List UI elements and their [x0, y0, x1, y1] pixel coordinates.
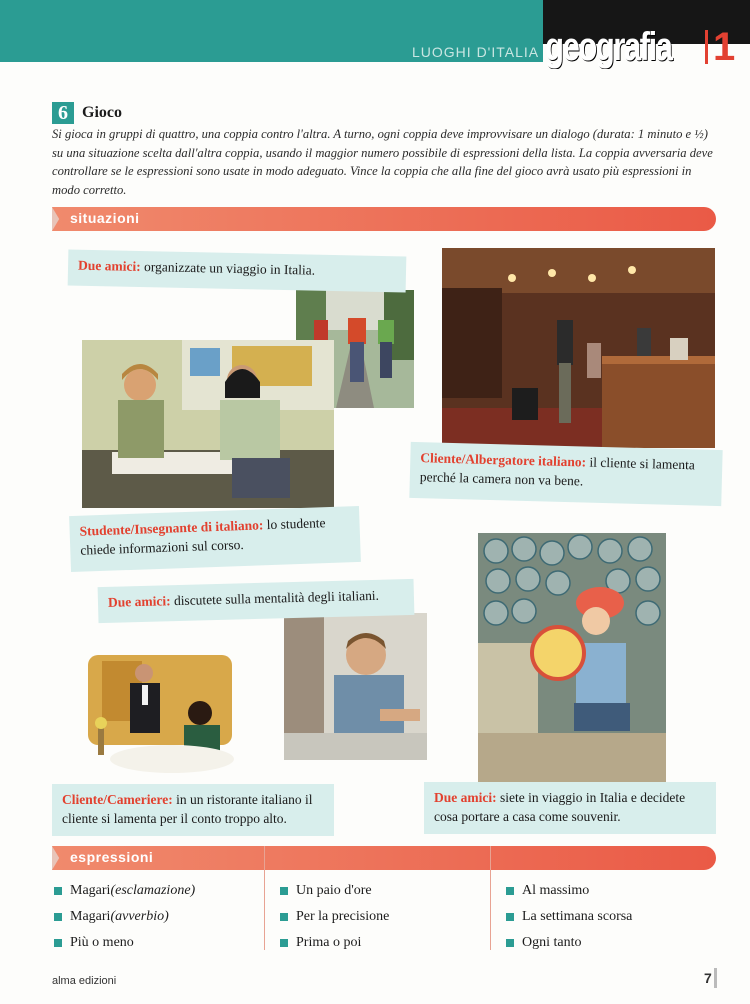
- situation-text: il cliente si lamenta perché la camera non va bene.: [419, 454, 696, 489]
- bullet-square-icon: [506, 913, 514, 921]
- expression-text: Per la precisione: [296, 909, 390, 924]
- situation-role: Studente/Insegnante di italiano:: [79, 517, 264, 539]
- header-divider: [705, 30, 708, 64]
- expression-item: [506, 930, 632, 956]
- expression-text: Più o meno: [70, 935, 134, 950]
- exercise-number: 6: [52, 102, 74, 124]
- situation-text: in un ristorante italiano il cliente si lamenta per il conto troppo alto.: [62, 792, 313, 826]
- situation-text: organizzate un viaggio in Italia.: [140, 258, 316, 278]
- expressions-column-2: [280, 878, 389, 956]
- situation-role: Cliente/Cameriere:: [62, 792, 173, 807]
- expressions-heading: espressioni: [70, 849, 154, 865]
- photo-student-teacher: [82, 340, 334, 508]
- column-divider: [490, 846, 491, 950]
- photo-souvenir-shop: [478, 533, 666, 783]
- bullet-square-icon: [54, 913, 62, 921]
- situation-caption-3: [69, 506, 361, 572]
- expression-text: Magari: [70, 909, 111, 924]
- expressions-column-3: [506, 878, 632, 956]
- expression-item: [280, 930, 389, 956]
- expression-text: La settimana scorsa: [522, 909, 633, 924]
- expression-text: Magari: [70, 883, 111, 898]
- bullet-square-icon: [54, 887, 62, 895]
- situation-caption-5: [52, 784, 334, 836]
- situations-heading-bar: [52, 207, 716, 231]
- expressions-column-1: [54, 878, 195, 956]
- bullet-square-icon: [506, 887, 514, 895]
- expression-text: Al massimo: [522, 883, 590, 898]
- photo-hotel-reception: [442, 248, 715, 448]
- expression-note: (avverbio): [110, 909, 169, 924]
- bar-arrow-icon: [52, 207, 64, 231]
- expression-item: [280, 904, 389, 930]
- situations-heading: situazioni: [70, 210, 140, 226]
- column-divider: [264, 846, 265, 950]
- exercise-instructions: Si gioca in gruppi di quattro, una coppia contro l'altra. A turno, ogni coppia deve improvvisare un dialogo (durata: 1 minuto e ½) su una situazione scelta dall'altra coppia, usando il maggior numero possibile di espressioni della lista. La coppia avversaria deve controllare se le espressioni sono usate in modo adeguato. Vince la coppia che alla fine del gioco avrà usato più espressioni in modo corretto.: [52, 127, 713, 197]
- situation-caption-1: [68, 249, 407, 292]
- bullet-square-icon: [54, 939, 62, 947]
- exercise-title: Gioco: [82, 104, 122, 121]
- situation-role: Due amici:: [434, 790, 497, 805]
- bullet-square-icon: [280, 913, 288, 921]
- expression-text: Un paio d'ore: [296, 883, 372, 898]
- bar-arrow-icon: [52, 846, 64, 870]
- photo-restaurant: [82, 655, 235, 777]
- expression-item: [54, 878, 195, 904]
- expression-text: Ogni tanto: [522, 935, 582, 950]
- situation-role: Cliente/Albergatore italiano:: [420, 450, 587, 470]
- publisher-name: alma edizioni: [52, 975, 117, 987]
- header-subject: geografia: [545, 25, 672, 69]
- expression-item: [54, 904, 195, 930]
- bullet-square-icon: [280, 887, 288, 895]
- expression-text: Prima o poi: [296, 935, 362, 950]
- expression-item: [506, 878, 632, 904]
- situation-caption-6: [424, 782, 716, 834]
- situation-role: Due amici:: [107, 593, 171, 610]
- page-number: 7: [704, 970, 712, 986]
- bullet-square-icon: [280, 939, 288, 947]
- header-section: LUOGHI D'ITALIA: [412, 44, 540, 60]
- situation-role: Due amici:: [77, 257, 141, 274]
- expression-note: (esclamazione): [110, 883, 196, 898]
- situation-text: discutete sulla mentalità degli italiani.: [170, 587, 380, 609]
- expression-item: [280, 878, 389, 904]
- page-number-bar: [714, 968, 717, 988]
- expression-item: [506, 904, 632, 930]
- bullet-square-icon: [506, 939, 514, 947]
- situation-text: lo studente chiede informazioni sul corso.: [80, 515, 326, 558]
- expressions-heading-bar: [52, 846, 716, 870]
- situation-text: siete in viaggio in Italia e decidete cosa portare a casa come souvenir.: [434, 790, 686, 824]
- situation-caption-2: [409, 442, 722, 506]
- header-unit-number: 1: [713, 25, 736, 69]
- expression-item: [54, 930, 195, 956]
- photo-friends-talking: [284, 613, 427, 760]
